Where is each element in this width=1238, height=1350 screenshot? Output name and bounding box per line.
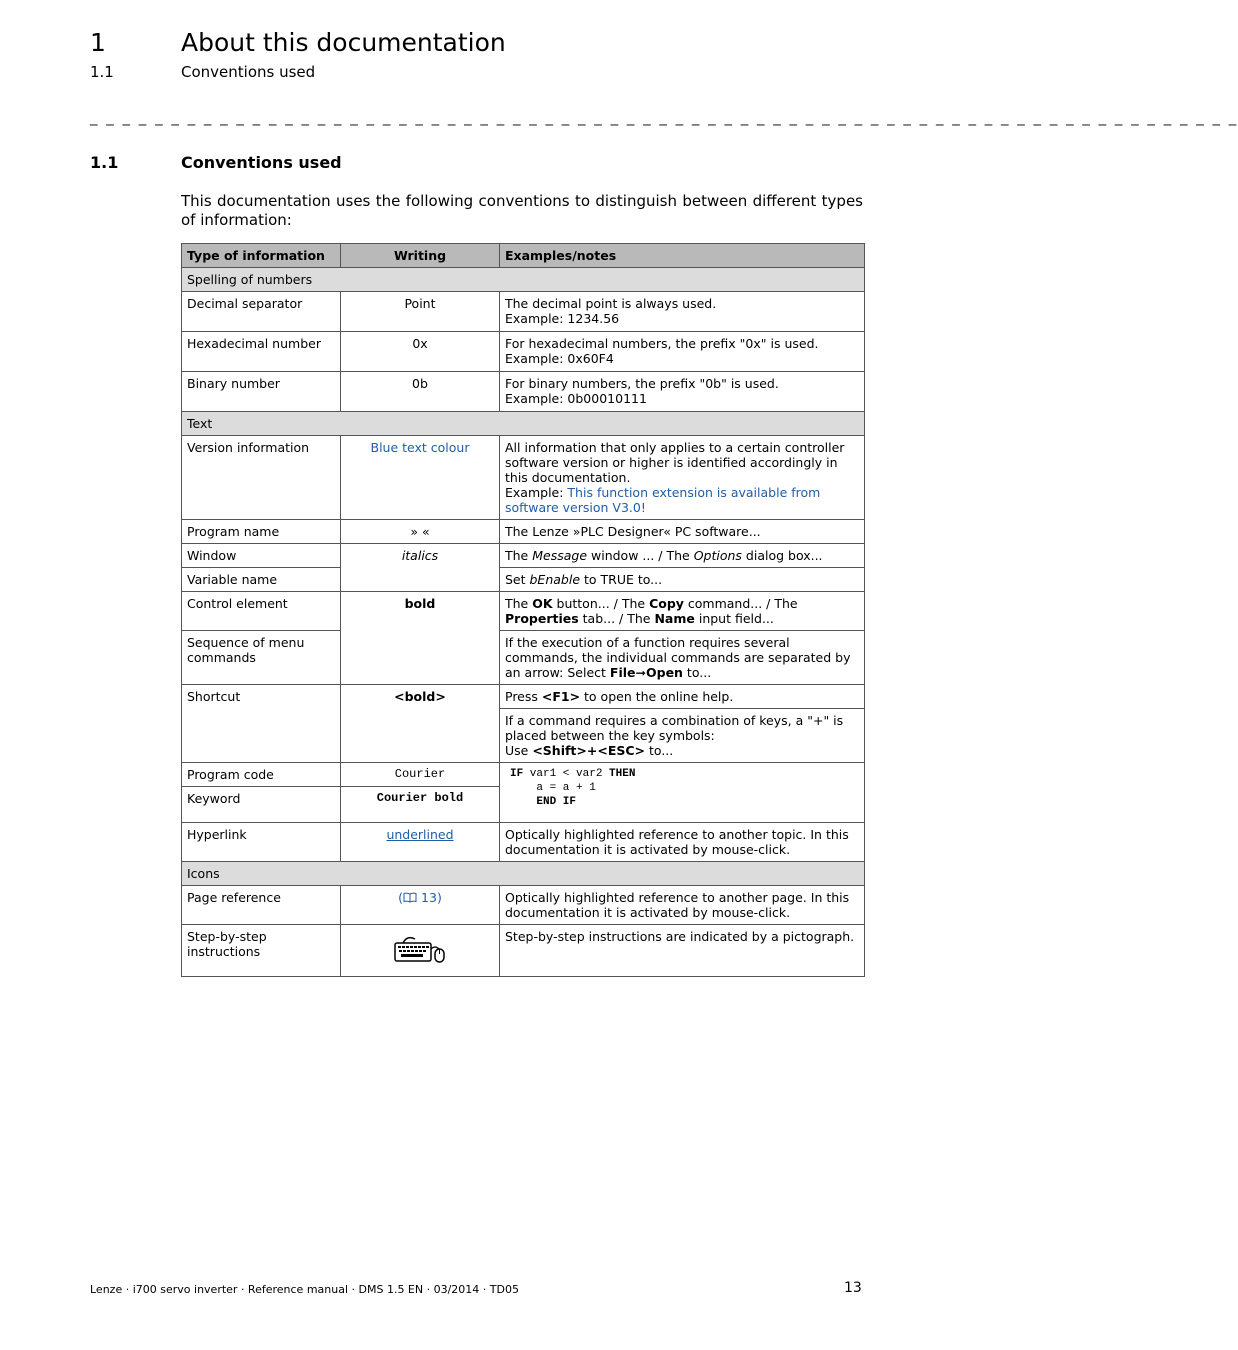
cell-note: If the execution of a function requires several commands, the individual commands are separated by an arrow: Select File➞Open to... [500, 631, 865, 685]
cell-note: For hexadecimal numbers, the prefix "0x" is used. Example: 0x60F4 [500, 332, 865, 372]
section-title: Conventions used [181, 153, 342, 172]
cell-type: Hexadecimal number [182, 332, 341, 372]
group-row-icons: Icons [182, 862, 865, 886]
cell-type: Program code [182, 763, 341, 787]
cell-note: For binary numbers, the prefix "0b" is used. Example: 0b00010111 [500, 372, 865, 412]
conventions-table [181, 243, 865, 977]
cell-writing: » « [341, 520, 500, 544]
table-row [182, 925, 865, 977]
cell-note: The decimal point is always used. Example: 1234.56 [500, 292, 865, 332]
code-example: IF var1 < var2 THEN a = a + 1 END IF [500, 763, 865, 823]
arrow-right-icon: ➞ [635, 665, 646, 680]
table-row [182, 886, 865, 925]
cell-writing: bold [341, 592, 500, 685]
cell-type: Version information [182, 436, 341, 520]
cell-type: Hyperlink [182, 823, 341, 862]
cell-note: The OK button... / The Copy command... / The Properties tab... / The Name input field... [500, 592, 865, 631]
cell-note: All information that only applies to a certain controller software version or higher is identified accordingly in this documentation. Example: This function extension is available from software version V3.0! [500, 436, 865, 520]
cell-note: Optically highlighted reference to another page. In this documentation it is activated by mouse-click. [500, 886, 865, 925]
cell-note: Optically highlighted reference to another topic. In this documentation it is activated by mouse-click. [500, 823, 865, 862]
subchapter-title: Conventions used [181, 63, 316, 81]
cell-note: The Message window ... / The Options dialog box... [500, 544, 865, 568]
cell-type: Keyword [182, 787, 341, 823]
cell-note: If a command requires a combination of keys, a "+" is placed between the key symbols: Use <Shift>+<ESC> to... [500, 709, 865, 763]
cell-type: Page reference [182, 886, 341, 925]
cell-type: Sequence of menu commands [182, 631, 341, 685]
table-row [182, 823, 865, 862]
table-row [182, 372, 865, 412]
cell-writing: italics [341, 544, 500, 592]
section-number: 1.1 [90, 153, 119, 172]
book-icon [403, 892, 417, 903]
cell-writing: 0b [341, 372, 500, 412]
cell-writing: Blue text colour [341, 436, 500, 520]
header-examples: Examples/notes [500, 244, 865, 268]
cell-note: Press <F1> to open the online help. [500, 685, 865, 709]
cell-note: The Lenze »PLC Designer« PC software... [500, 520, 865, 544]
cell-writing [341, 823, 500, 862]
table-row [182, 544, 865, 568]
header-writing: Writing [341, 244, 500, 268]
cell-type: Variable name [182, 568, 341, 592]
cell-type: Binary number [182, 372, 341, 412]
underlined-link[interactable]: underlined [386, 827, 454, 842]
page-reference-link[interactable]: ( 13) [341, 886, 500, 925]
table-header-row [182, 244, 865, 268]
table-row [182, 332, 865, 372]
header-type: Type of information [182, 244, 341, 268]
cell-type: Step-by-step instructions [182, 925, 341, 977]
cell-writing: 0x [341, 332, 500, 372]
group-row-text: Text [182, 412, 865, 436]
header-dashed-rule: _ _ _ _ _ _ _ _ _ _ _ _ _ _ _ _ _ _ _ _ _ _ _ _ _ _ _ _ _ _ _ _ _ _ _ _ _ _ _ _ _ _ _ _ _ _ _ _ _ _ _ _ _ _ _ _ _ _ _ _ _ _ _ _ _ _ _ _ _ _ _ [90, 108, 1238, 126]
chapter-number: 1 [90, 28, 106, 57]
table-row [182, 592, 865, 631]
table-row [182, 568, 865, 592]
table-row [182, 685, 865, 709]
cell-writing: Point [341, 292, 500, 332]
subchapter-number: 1.1 [90, 63, 114, 81]
table-row [182, 763, 865, 787]
cell-type: Control element [182, 592, 341, 631]
table-row [182, 520, 865, 544]
table-row [182, 436, 865, 520]
cell-type: Program name [182, 520, 341, 544]
keyboard-mouse-icon [393, 933, 447, 965]
cell-type: Window [182, 544, 341, 568]
footer-text: Lenze · i700 servo inverter · Reference manual · DMS 1.5 EN · 03/2014 · TD05 [90, 1283, 519, 1296]
chapter-title: About this documentation [181, 28, 506, 57]
cell-writing: Courier bold [341, 787, 500, 823]
cell-type: Shortcut [182, 685, 341, 763]
cell-note: Set bEnable to TRUE to... [500, 568, 865, 592]
group-row-numbers: Spelling of numbers [182, 268, 865, 292]
cell-type: Decimal separator [182, 292, 341, 332]
cell-writing: <bold> [341, 685, 500, 763]
cell-note: Step-by-step instructions are indicated by a pictograph. [500, 925, 865, 977]
intro-paragraph: This documentation uses the following conventions to distinguish between different types of information: [181, 192, 863, 229]
table-row [182, 292, 865, 332]
table-row [182, 631, 865, 685]
cell-writing: Courier [341, 763, 500, 787]
page-number: 13 [844, 1280, 862, 1296]
cell-writing [341, 925, 500, 977]
